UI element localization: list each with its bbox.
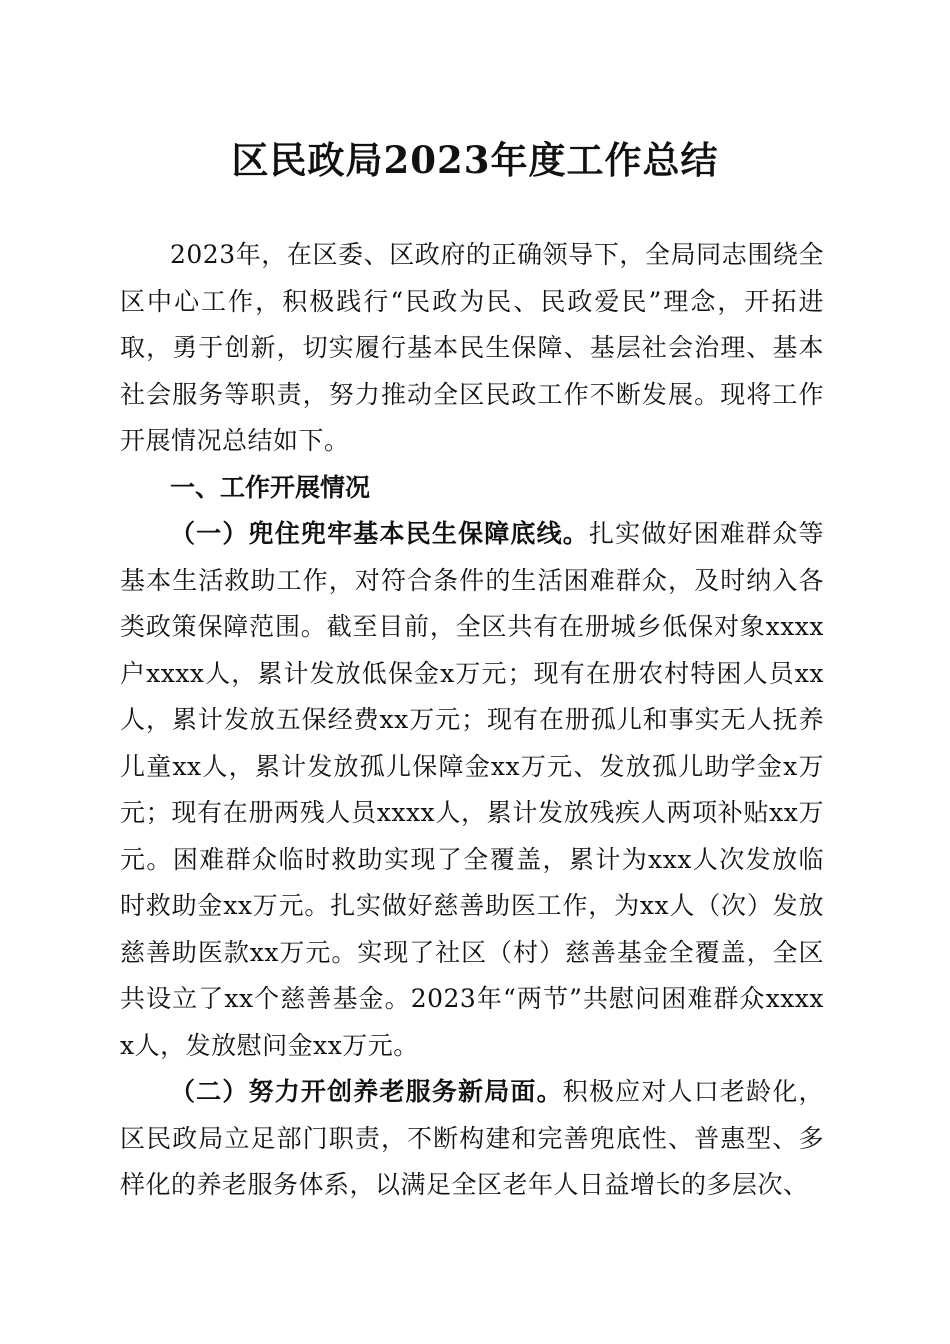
- document-body: [120, 232, 824, 1209]
- item-1-lead: （一）兜住兜牢基本民生保障底线。: [170, 519, 589, 548]
- item-2-text: 积极应对人口老龄化，区民政局立足部门职责，不断构建和完善兜底性、普惠型、多样化的养老服务体系，以满足全区老年人日益增长的多层次、: [120, 1077, 824, 1199]
- document-title: 区民政局2023年度工作总结: [231, 138, 719, 182]
- section-heading: 一、工作开展情况: [170, 472, 371, 502]
- item-2-paragraph: [120, 1069, 824, 1209]
- intro-paragraph: 2023年，在区委、区政府的正确领导下，全局同志围绕全区中心工作，积极践行“民政为民、民政爱民”理念，开拓进取，勇于创新，切实履行基本民生保障、基层社会治理、基本社会服务等职责，努力推动全区民政工作不断发展。现将工作开展情况总结如下。: [120, 240, 824, 455]
- item-2-lead: （二）努力开创养老服务新局面。: [170, 1077, 563, 1106]
- item-1-text: 扎实做好困难群众等基本生活救助工作，对符合条件的生活困难群众，及时纳入各类政策保障范围。截至目前，全区共有在册城乡低保对象xxxx户xxxx人，累计发放低保金x万元；现有在册农村特困人员xx人，累计发放五保经费xx万元；现有在册孤儿和事实无人抚养儿童xx人，累计发放孤儿保障金xx万元、发放孤儿助学金x万元；现有在册两残人员xxxx人，累计发放残疾人两项补贴xx万元。困难群众临时救助实现了全覆盖，累计为xxx人次发放临时救助金xx万元。扎实做好慈善助医工作，为xx人（次）发放慈善助医款xx万元。实现了社区（村）慈善基金全覆盖，全区共设立了xx个慈善基金。2023年“两节”共慰问困难群众xxxxx人，发放慰问金xx万元。: [120, 519, 824, 1060]
- item-1-paragraph: [120, 511, 824, 1069]
